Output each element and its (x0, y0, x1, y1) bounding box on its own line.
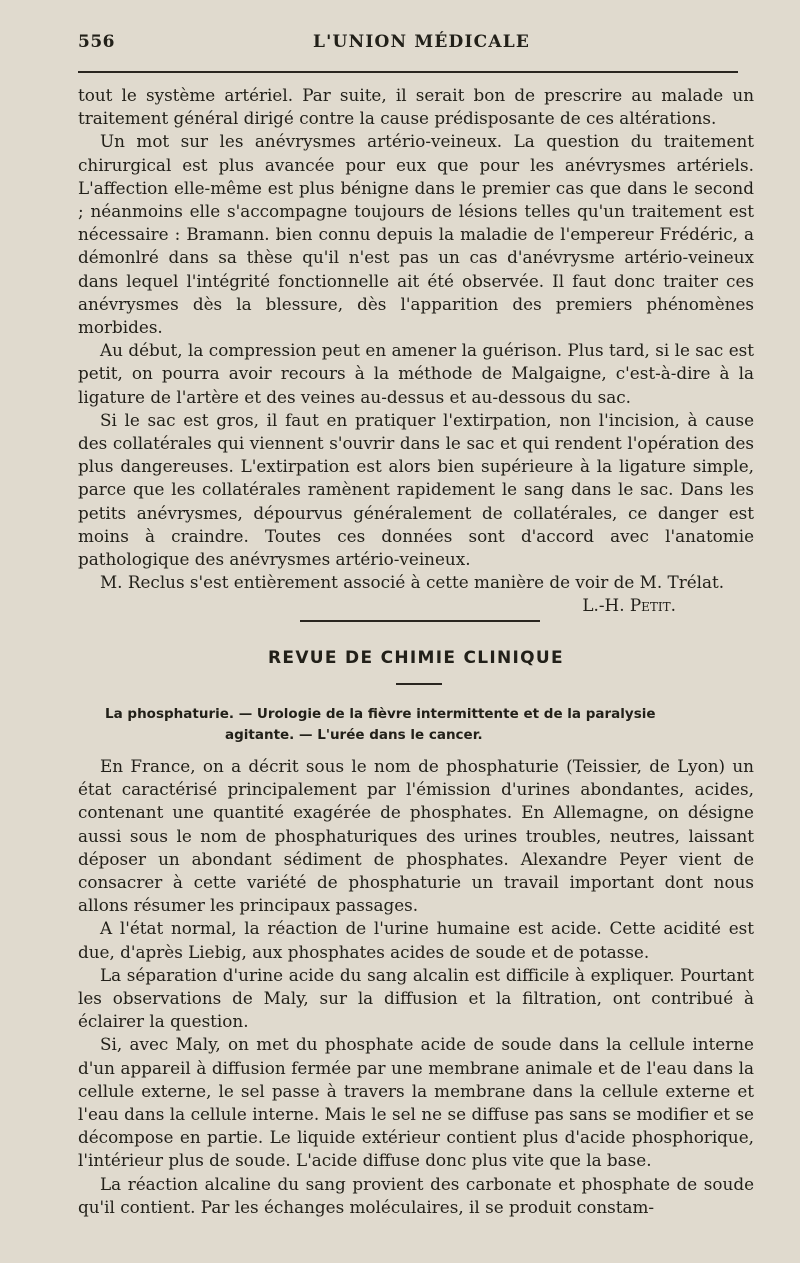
page-number: 556 (78, 32, 115, 52)
signature-text: L.-H. Petit. (582, 595, 676, 616)
section-divider (300, 620, 540, 622)
paragraph: La réaction alcaline du sang provient des carbonate et phosphate de soude qu'il contient. Par les échanges moléculaires, il se produit constam- (78, 1173, 754, 1217)
paragraph: Un mot sur les anévrysmes artério-veineux. La question du traitement chirurgical est plus avancée pour eux que pour les anévrysmes artériels. L'affection elle-même est plus bénigne dans le premier cas que dans le second ; néanmoins elle s'accompagne toujours de lésions telles qu'un traitement est nécessaire : Bramann. bien connu depuis la maladie de l'empereur Frédéric, a démonlré dans sa thèse qu'il n'est pas un cas d'anévrysme artério-veineux dans lequel l'intégrité fonctionnelle ait été observée. Il faut donc traiter ces anévrysmes dès la blessure, dès l'apparition des premiers phénomènes morbides. (78, 131, 754, 338)
subheading-line-2: agitante. — L'urée dans le cancer. (225, 727, 483, 743)
paragraph: M. Reclus s'est entièrement associé à cette manière de voir de M. Trélat. (100, 572, 725, 593)
paragraph: En France, on a décrit sous le nom de phosphaturie (Teissier, de Lyon) un état caractérisé principalement par l'émission d'urines abondantes, acides, contenant une quantité exagérée de phosphates. En Allemagne, on désigne aussi sous le nom de phosphaturiques des urines troubles, neutres, laissant déposer un abondant sédiment de phosphates. Alexandre Peyer vient de consacrer à cette variété de phosphaturie un travail important dont nous allons résumer les principaux passages. (78, 756, 754, 916)
article-bottom (78, 755, 754, 1219)
paragraph: La séparation d'urine acide du sang alcalin est difficile à expliquer. Pourtant les observations de Maly, sur la diffusion et la filtration, ont contribué à éclairer la question. (78, 964, 754, 1032)
section-title: REVUE DE CHIMIE CLINIQUE (268, 648, 564, 668)
author-signature (78, 594, 754, 617)
paragraph: Si le sac est gros, il faut en pratiquer l'extirpation, non l'incision, à cause des collatérales qui viennent s'ouvrir dans le sac et qui rendent l'opération des plus dangereuses. L'extirpation est alors bien supérieure à la ligature simple, parce que les collatérales ramènent rapidement le sang dans le sac. Dans les petits anévrysmes, dépourvus généralement de collatérales, ce danger est moins à craindre. Toutes ces données sont d'accord avec l'anatomie pathologique des anévrysmes artério-veineux. (78, 409, 754, 570)
running-title: L'UNION MÉDICALE (313, 32, 531, 52)
paragraph: Au début, la compression peut en amener la guérison. Plus tard, si le sac est petit, on pourra avoir recours à la méthode de Malgaigne, c'est-à-dire à la ligature de l'artère et des veines au-dessus et au-dessous du sac. (78, 340, 754, 407)
section-title-underline (396, 683, 442, 685)
page-header (78, 32, 758, 60)
paragraph: A l'état normal, la réaction de l'urine humaine est acide. Cette acidité est due, d'après Liebig, aux phosphates acides de soude et de potasse. (78, 918, 754, 962)
paragraph: Si, avec Maly, on met du phosphate acide de soude dans la cellule interne d'un appareil à diffusion fermée par une membrane animale et de l'eau dans la cellule externe, le sel passe à travers la membrane dans la cellule externe et l'eau dans la cellule interne. Mais le sel ne se diffuse pas sans se modifier et se décompose en partie. Le liquide extérieur contient plus d'acide phosphorique, l'intérieur plus de soude. L'acide diffuse donc plus vite que la base. (78, 1034, 754, 1171)
subheading-line-1: La phosphaturie. — Urologie de la fièvre intermittente et de la paralysie (105, 706, 656, 722)
paragraph: tout le système artériel. Par suite, il serait bon de prescrire au malade un traitement général dirigé contre la cause prédisposante de ces altérations. (78, 85, 754, 129)
header-rule (78, 71, 738, 73)
article-top (78, 84, 754, 618)
section-subheading (105, 704, 755, 746)
